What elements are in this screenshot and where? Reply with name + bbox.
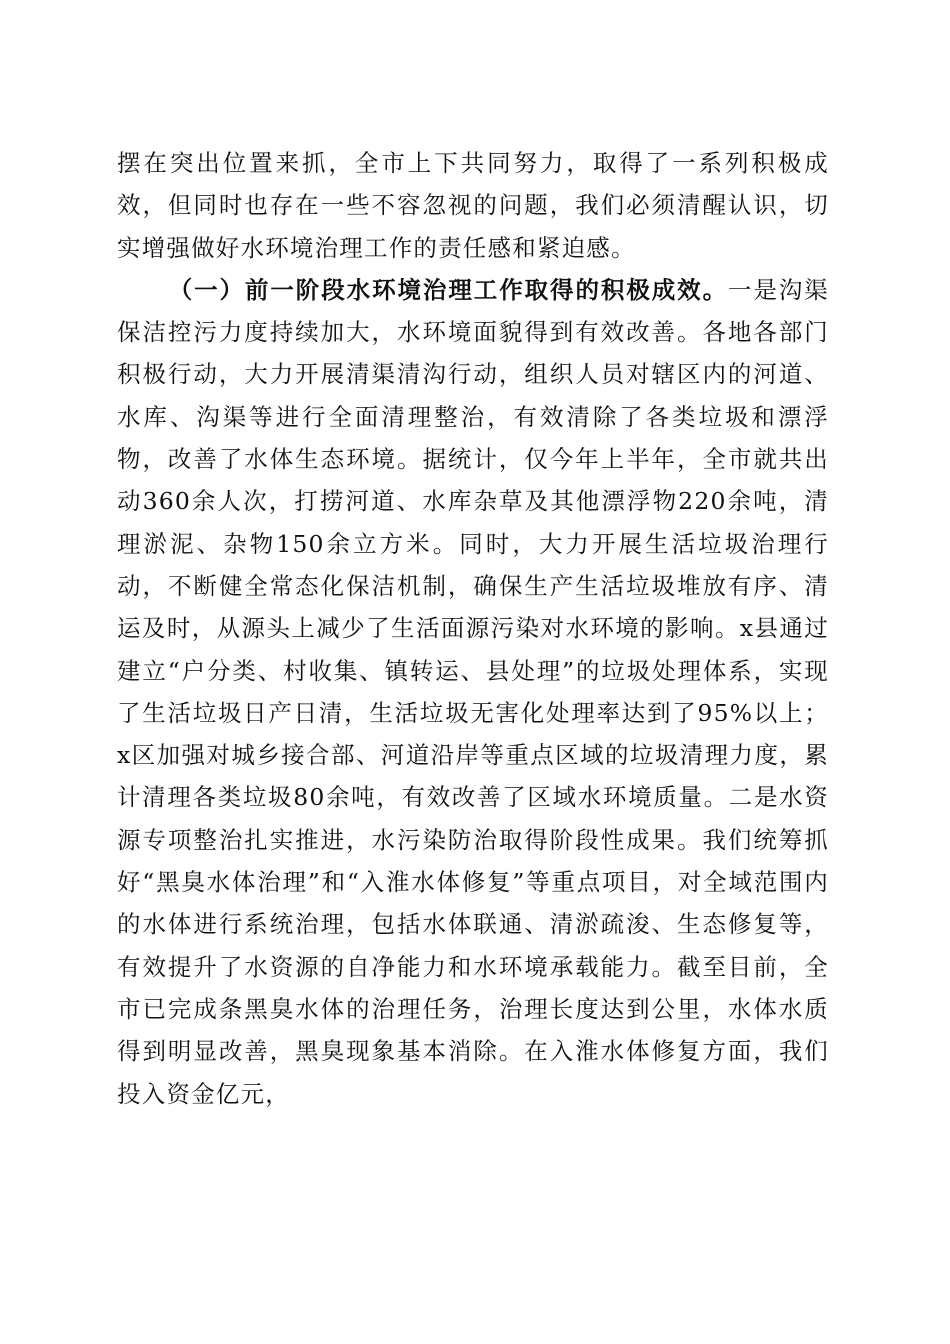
section-heading: （一）前一阶段水环境治理工作取得的积极成效。: [168, 275, 729, 304]
section-body: 一是沟渠保洁控污力度持续加大，水环境面貌得到有效改善。各地各部门积极行动，大力开展清渠清沟行动，组织人员对辖区内的河道、水库、沟渠等进行全面清理整治，有效清除了各类垃圾和漂浮物，改善了水体生态环境。据统计，仅今年上半年，全市就共出动360余人次，打捞河道、水库杂草及其他漂浮物220余吨，清理淤泥、杂物150余立方米。同时，大力开展生活垃圾治理行动，不断健全常态化保洁机制，确保生产生活垃圾堆放有序、清运及时，从源头上减少了生活面源污染对水环境的影响。x县通过建立“户分类、村收集、镇转运、县处理”的垃圾处理体系，实现了生活垃圾日产日清，生活垃圾无害化处理率达到了95%以上；x区加强对城乡接合部、河道沿岸等重点区域的垃圾清理力度，累计清理各类垃圾80余吨，有效改善了区域水环境质量。二是水资源专项整治扎实推进，水污染防治取得阶段性成果。我们统筹抓好“黑臭水体治理”和“入淮水体修复”等重点项目，对全域范围内的水体进行系统治理，包括水体联通、清淤疏浚、生态修复等，有效提升了水资源的自净能力和水环境承载能力。截至目前，全市已完成条黑臭水体的治理任务，治理长度达到公里，水体水质得到明显改善，黑臭现象基本消除。在入淮水体修复方面，我们投入资金亿元，: [117, 275, 829, 1108]
paragraph-achievements: [117, 269, 829, 1115]
paragraph-continuation: 摆在突出位置来抓，全市上下共同努力，取得了一系列积极成效，但同时也存在一些不容忽视的问题，我们必须清醒认识，切实增强做好水环境治理工作的责任感和紧迫感。: [117, 149, 829, 262]
document-body: [117, 142, 829, 1115]
